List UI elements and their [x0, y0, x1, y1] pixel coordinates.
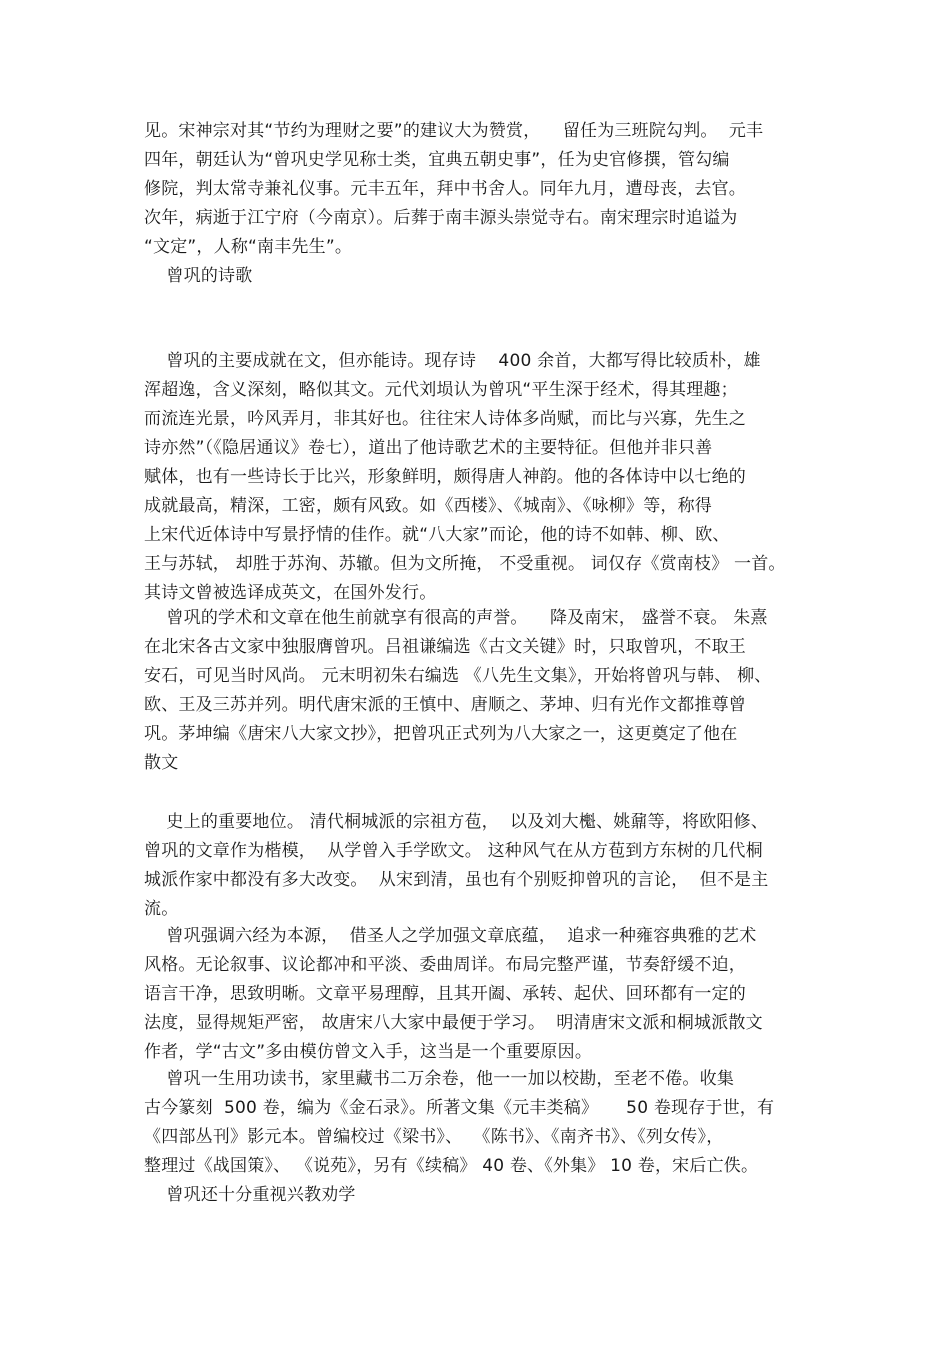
- text-line: 次年，病逝于江宁府（今南京）。后葬于南丰源头崇觉寺右。南宋理宗时追谥为: [144, 208, 738, 228]
- text-line: 四年，朝廷认为“曾巩史学见称士类，宜典五朝史事”，任为史官修撰，管勾编: [144, 150, 730, 170]
- text-line: 法度，显得规矩严密， 故唐宋八大家中最便于学习。 明清唐宋文派和桐城派散文: [144, 1013, 763, 1033]
- text-line: 安石，可见当时风尚。 元末明初朱右编选 《八先生文集》，开始将曾巩与韩、 柳、: [144, 666, 772, 686]
- text-line: 上宋代近体诗中写景抒情的佳作。就“八大家”而论，他的诗不如韩、柳、欧、: [144, 525, 730, 545]
- text-line: 散文: [144, 753, 179, 773]
- text-line: 浑超逸，含义深刻，略似其文。元代刘埙认为曾巩“平生深于经术，得其理趣；: [144, 380, 738, 400]
- text-line: 巩。茅坤编《唐宋八大家文抄》，把曾巩正式列为八大家之一，这更奠定了他在: [144, 724, 738, 744]
- text-line: 《四部丛刊》影元本。曾编校过《梁书》、 《陈书》、《南齐书》、《列女传》，: [144, 1127, 724, 1147]
- text-line: “文定”，人称“南丰先生”。: [144, 237, 353, 257]
- text-line: 曾巩还十分重视兴教劝学: [144, 1185, 356, 1205]
- section-heading: 曾巩的诗歌: [144, 266, 253, 286]
- text-line: 流。: [144, 899, 179, 919]
- text-line: 曾巩的文章作为楷模， 从学曾入手学欧文。 这种风气在从方苞到方东树的几代桐: [144, 841, 763, 861]
- text-line: 整理过《战国策》、 《说苑》，另有《续稿》 40 卷、《外集》 10 卷，宋后亡佚。: [144, 1156, 759, 1176]
- text-line: 曾巩的主要成就在文，但亦能诗。现存诗 400 余首，大都写得比较质朴，雄: [144, 351, 761, 371]
- text-line: 修院，判太常寺兼礼仪事。元丰五年，拜中书舍人。同年九月，遭母丧，去官。: [144, 179, 746, 199]
- text-line: 风格。无论叙事、议论都冲和平淡、委曲周详。布局完整严谨，节奏舒缓不迫，: [144, 955, 746, 975]
- text-line: 曾巩的学术和文章在他生前就享有很高的声誉。 降及南宋， 盛誉不衰。 朱熹: [144, 608, 768, 628]
- text-line: 诗亦然”（《隐居通议》卷七），道出了他诗歌艺术的主要特征。但他并非只善: [144, 438, 713, 458]
- text-line: 欧、王及三苏并列。明代唐宋派的王慎中、唐顺之、茅坤、归有光作文都推尊曾: [144, 695, 746, 715]
- text-line: 而流连光景，吟风弄月，非其好也。往往宋人诗体多尚赋，而比与兴寡，先生之: [144, 409, 746, 429]
- text-line: 在北宋各古文家中独服膺曾巩。吕祖谦编选《古文关键》时，只取曾巩，不取王: [144, 637, 746, 657]
- text-line: 曾巩一生用功读书，家里藏书二万余卷，他一一加以校勘，至老不倦。收集: [144, 1069, 735, 1089]
- text-line: 王与苏轼， 却胜于苏洵、苏辙。但为文所掩， 不受重视。 词仅存《赏南枝》 一首。: [144, 554, 786, 574]
- text-line: 赋体，也有一些诗长于比兴，形象鲜明，颇得唐人神韵。他的各体诗中以七绝的: [144, 467, 746, 487]
- text-line: 见。宋神宗对其“节约为理财之要”的建议大为赞赏， 留任为三班院勾判。 元丰: [144, 121, 764, 141]
- text-line: 城派作家中都没有多大改变。 从宋到清，虽也有个别贬抑曾巩的言论， 但不是主: [144, 870, 769, 890]
- text-line: 古今篆刻 500 卷，编为《金石录》。所著文集《元丰类稿》 50 卷现存于世，有: [144, 1098, 775, 1118]
- text-line: 其诗文曾被选译成英文，在国外发行。: [144, 583, 437, 603]
- text-line: 作者，学“古文”多由模仿曾文入手，这当是一个重要原因。: [144, 1042, 593, 1062]
- text-line: 曾巩强调六经为本源， 借圣人之学加强文章底蕴， 追求一种雍容典雅的艺术: [144, 926, 757, 946]
- text-line: 成就最高，精深，工密，颇有风致。如《西楼》、《城南》、《咏柳》等，称得: [144, 496, 712, 516]
- text-line: 史上的重要地位。 清代桐城派的宗祖方苞， 以及刘大櫆、姚鼐等，将欧阳修、: [144, 812, 769, 832]
- text-line: 语言干净，思致明晰。文章平易理醇，且其开阖、承转、起伏、回环都有一定的: [144, 984, 746, 1004]
